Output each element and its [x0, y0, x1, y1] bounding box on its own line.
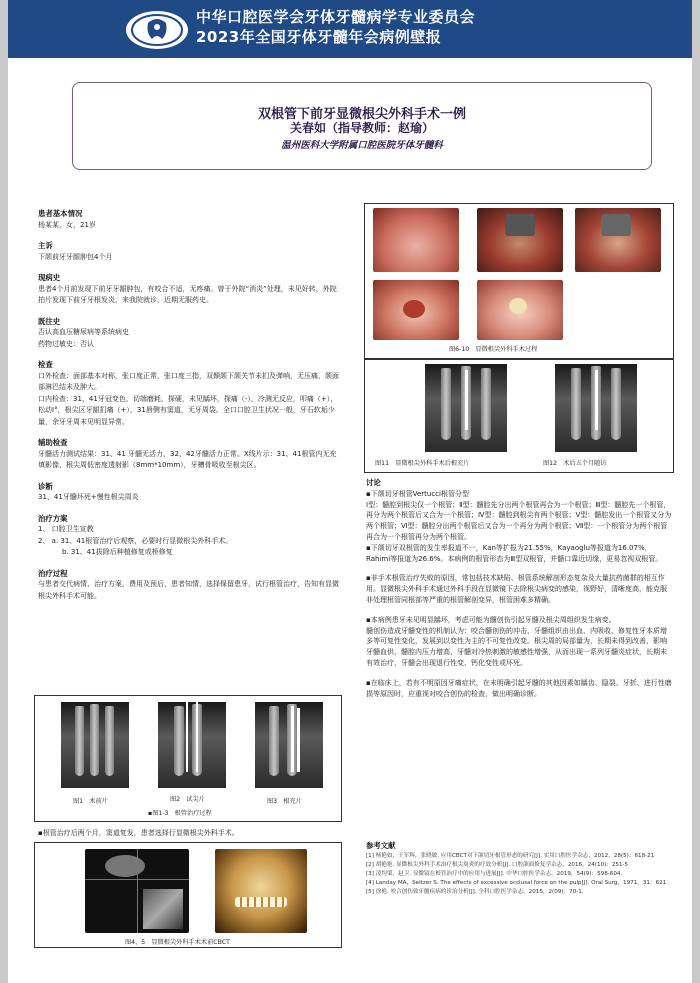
section-heading-past: 既往史: [38, 316, 61, 326]
fig11-caption: 图11 显微根尖外科手术后根充片: [375, 460, 470, 467]
section-heading-chief: 主诉: [38, 241, 53, 250]
fig2-caption: 图2 试尖片: [170, 796, 205, 803]
left-column-text: [38, 208, 340, 602]
section-heading-diagnosis: 诊断: [38, 481, 53, 491]
fig6-10-caption: 图6-10 显微根尖外科手术过程: [449, 346, 538, 353]
surgery-photo-7: [477, 208, 563, 272]
fig1-caption: 图1 术前片: [73, 798, 108, 805]
figure-postop: [364, 359, 674, 473]
fig3-caption: 图3 根充片: [267, 798, 302, 805]
section-heading-history: 现病史: [38, 273, 61, 282]
plan-2: 2、 a. 31、41根管治疗后观察，必要时行显微根尖外科手术。: [38, 536, 233, 545]
aux-exam: 牙髓活力测试结果：31、41 牙髓无活力，32、42牙髓活力正常。X线片示：31、41根管内无充填影像，根尖周低密度透射影（8mm*10mm），牙槽骨吸收至根尖区。: [38, 449, 337, 469]
society-logo-icon: [124, 9, 190, 51]
poster: [8, 0, 692, 983]
xray-preop-image: [61, 702, 129, 788]
figure-surgery: [364, 203, 674, 359]
xray-postop-image: [425, 364, 507, 452]
reference-2: [2] 胡艳艳. 显微根尖外科手术治疗根尖周炎的疗效分析[J]. 口腔颌面修复学杂志，2016，24(10)：251-5: [366, 861, 629, 868]
reference-3: [3] 凌均棨，赵卫. 显微镜在根管治疗中的应用与进展[J]. 中华口腔医学杂志，2019，54(9)：598-604.: [366, 870, 623, 877]
section-heading-exam: 检查: [38, 360, 53, 369]
section-heading-basic: 患者基本情况: [38, 209, 83, 218]
case-title: 双根管下前牙显微根尖外科手术一例: [257, 107, 466, 122]
section-heading-references: 参考文献: [366, 841, 396, 850]
section-heading-procedure: 治疗过程: [38, 568, 68, 578]
references: [366, 840, 672, 897]
fig4-5-caption: 图4、5 显微根尖外科手术术前CBCT: [125, 939, 230, 946]
exam-extraoral: 口外检查：面部基本对称，张口度正常，张口度三指，双颞颌下颌关节未扪及弹响，无压痛，颌面部淋巴结未及肿大。: [38, 371, 339, 391]
xray-obturation-image: [255, 702, 323, 788]
past-history-2: 药物过敏史：否认: [38, 339, 94, 348]
surgery-photo-6: [373, 208, 459, 272]
section-heading-aux: 辅助检查: [38, 438, 68, 447]
section-heading-plan: 治疗方案: [38, 513, 68, 523]
past-history-1: 否认高血压糖尿病等系统病史: [38, 328, 129, 336]
cbct-3d-render-image: [215, 849, 307, 933]
reference-1: [1] 杨艳如，王军辉，张晓敏. 应用CBCT对下颌切牙根管形态的研究[J]. 实用口腔医学杂志，2012，28(5)：618-21: [366, 852, 655, 859]
present-history: 患者4个月前发现下前牙牙龈肿包，有咬合不适，无疼痛。曾于外院“消炎”处理，未见好转，外院拍片发现下前牙牙根发炎，来我院就诊，近期无服药史。: [38, 284, 337, 304]
discussion-7: ▪在临床上，若有不明原因牙痛症状，在未明确引起牙髓的其他因素如龋齿、隐裂、牙折、进行性磨损等原因时，应重视对咬合创伤的检查，做出明确诊断。: [366, 678, 672, 698]
discussion-3: ▪下颌切牙双根管的发生率报道不一，Kan等扩报为21.55%，Kayaoglu等报道为16.07%，Rahimi等报道为26.6%。本病例的根管形态为Ⅲ型双根管，并髓口靠近切缘，更易忽视双根管。: [366, 543, 663, 563]
procedure: 与患者交代病情、治疗方案、费用及预后，患者知情，选择保留患牙，试行根管治疗，告知有显微根尖外科手术可能。: [38, 580, 339, 600]
xray-trial-image: [158, 702, 226, 788]
discussion-5: ▪本病例患牙未见明显龋坏，考虑可能为髓创伤引起牙髓及根尖周组织发生病变。: [366, 615, 616, 624]
reference-5: [5] 徐艳. 咬合创伤致牙髓疾病的诊治分析[J]. 全科口腔医学杂志，2015，2(09)：70-1.: [366, 888, 584, 895]
org-line-2: 2023年全国牙体牙髓年会病例壁报: [196, 28, 442, 46]
figure-cbct: [34, 842, 342, 948]
figure-root-canal-xrays: [34, 695, 342, 822]
basic-info: 杨某某，女，21岁: [38, 220, 96, 229]
organization-name: [196, 7, 475, 47]
fig1-3-caption: ▪图1-3 根管治疗过程: [148, 810, 212, 817]
xray-followup-image: [555, 364, 637, 452]
exam-intraoral: 口内检查：31、41牙冠变色，切端磨耗，探硬，未见龋坏，探痛（-），冷测无反应，叩痛（+），松动Ⅰ°，根尖区牙龈扪痛（+），31唇侧有窦道，无牙周袋。全口口腔卫生状况一般，牙石软垢少量，余牙牙周未见明显异常。: [38, 394, 338, 426]
affiliation: 温州医科大学附属口腔医院牙体牙髓科: [281, 140, 443, 151]
surgery-photo-8: [575, 208, 661, 272]
surgery-photo-9: [373, 280, 459, 340]
diagnosis: 31、41牙髓坏死+慢性根尖周炎: [38, 493, 139, 501]
header-banner: [8, 0, 692, 58]
surgery-note: ▪根管治疗后两个月，窦道复发，患者选择行显微根尖外科手术。: [38, 829, 239, 837]
discussion-2: Ⅰ型：髓腔到根尖仅一个根管；Ⅱ型：髓腔先分出两个根管再合为一个根管；Ⅲ型：髓腔先一个根管，再分为两个根管后又合为一个根管；Ⅳ型：髓腔到根尖有两个根管；Ⅴ型：髓腔发出一个根管又分为两个根管；Ⅵ型：髓腔分出两个根管后又合为一个再分为两个根管；Ⅶ型：一个根管分为两个根管再合为一个根管再分为两个根管。: [366, 500, 672, 541]
discussion-1: ▪下颌切牙根管Vertucci根管分型: [366, 489, 469, 498]
cbct-slice-image: [85, 849, 189, 933]
section-heading-discussion: 讨论: [366, 478, 381, 487]
surgery-photo-10: [477, 280, 563, 340]
title-box: [72, 82, 652, 170]
fig12-caption: 图12 术后五个月随访: [543, 460, 607, 467]
org-line-1: 中华口腔医学会牙体牙髓病学专业委员会: [196, 8, 476, 26]
discussion-6: 髓创伤造成牙髓变性的机制认为：咬合髓创伤的冲击，牙髓组织由出血、内吸收、修复性牙本质增多等可复性变化，发展到以变性为主的不可复性改变。根尖周的局部量为，长期未得到改善，影响牙髓血供，髓腔内压力增高，牙髓对冷热刺激的敏感性增强，从而出现一系列牙髓炎症状，长期未有效治疗，牙髓会出现退行性变、钙化变性或坏死。: [366, 626, 667, 667]
discussion-4: ▪非手术根管治疗失败的原因，常包括技术缺陷、根管系统解剖形态复杂及大量抗药菌群的相互作用。显微根尖外科手术通过外科手段在显微镜下去除根尖病变的感染，视野好，清晰度高，能克服非处理根管同根部等严重的根管解剖变异，根管困难多精确。: [366, 574, 667, 604]
chief-complaint: 下颌前牙牙龈肿包4个月: [38, 252, 113, 261]
reference-4: [4] Landay MA，Seltzer S. The effects of excessive occlusal force on the pulp[J]. Oral Surg，1971，31：621: [366, 879, 667, 886]
plan-1: 1、 口腔卫生宣教: [38, 525, 94, 533]
right-column-text: [366, 478, 672, 699]
plan-3: b. 31、41拔除后种植修复或桥修复: [62, 548, 173, 556]
author-line: 关春如（指导教师：赵瑜）: [289, 121, 434, 135]
